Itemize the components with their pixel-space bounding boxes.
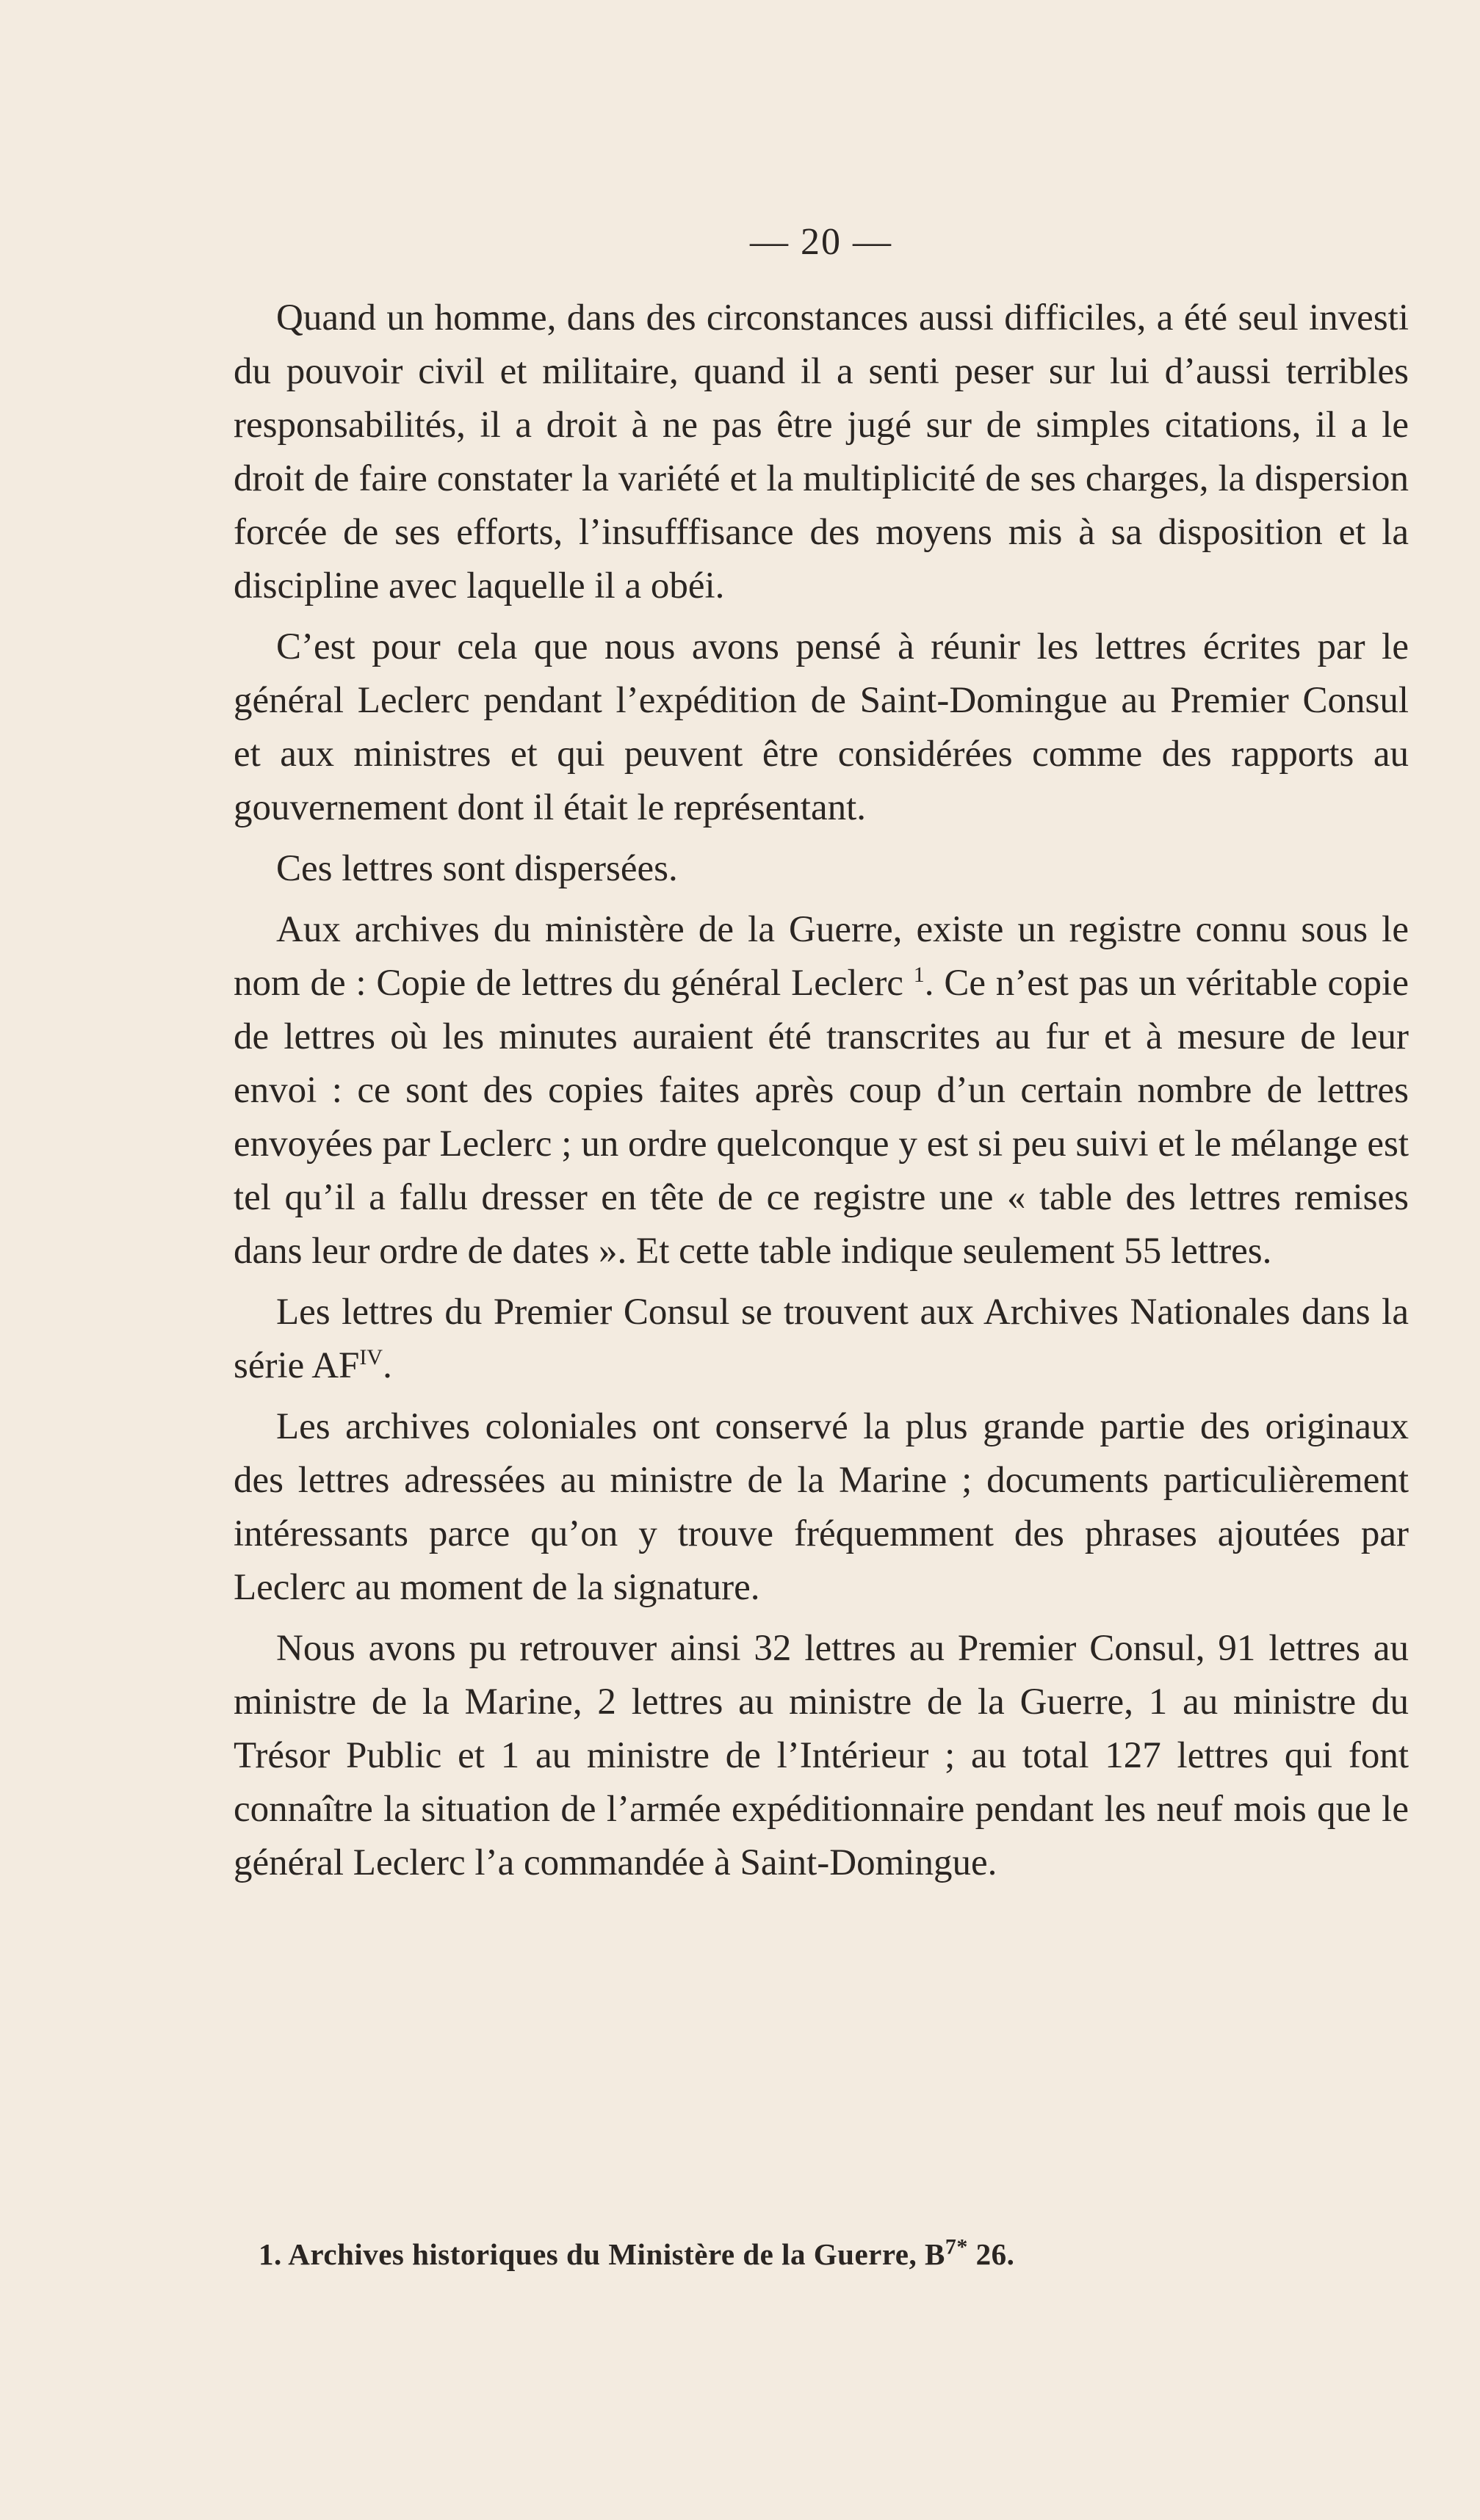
page-content [234,220,1409,1890]
body-text [234,292,1409,1890]
paragraph-1: Quand un homme, dans des circonstances aussi difficiles, a été seul investi du pouvoir civil et militaire, quand il a senti peser sur lui d’aussi terribles responsabilités, il a droit à ne pas être jugé sur de simples citations, il a le droit de faire constater la variété et la multiplicité de ses charges, la dispersion forcée de ses efforts, l’insufffisance des moyens mis à sa disposition et la discipline avec laquelle il a obéi. [234,297,1409,607]
page-number: — 20 — [750,221,892,263]
footnote-reference: 1 [913,963,925,987]
paragraph-4 [234,903,1409,1278]
paragraph-2: C’est pour cela que nous avons pensé à réunir les lettres écrites par le général Leclerc pendant l’expédition de Saint-Domingue au Premier Consul et aux ministres et qui peuvent être considérées comme des rapports au gouvernement dont il était le représentant. [234,626,1409,828]
paragraph-4-text-before: Aux archives du ministère de la Guerre, existe un registre connu sous le nom de : Copie de lettres du général Leclerc [234,909,1409,1004]
paragraph-7: Nous avons pu retrouver ainsi 32 lettres au Premier Consul, 91 lettres au ministre de la Marine, 2 lettres au ministre de la Guerre, 1 au ministre du Trésor Public et 1 au ministre de l’Intérieur ; au total 127 lettres qui font connaître la situation de l’armée expéditionnaire pendant les neuf mois que le général Leclerc l’a commandée à Saint-Domingue. [234,1628,1409,1883]
paragraph-5-text-before: Les lettres du Premier Consul se trouvent aux Archives Nationales dans la série AF [234,1292,1409,1386]
footnote-superscript: 7* [945,2234,968,2259]
paragraph-6: Les archives coloniales ont conservé la plus grande partie des originaux des lettres adressées au ministre de la Marine ; documents particulièrement intéressants parce qu’on y trouve fréquemment des phrases ajoutées par Leclerc au moment de la signature. [234,1406,1409,1608]
footnote-text-before: Archives historiques du Ministère de la Guerre, B [288,2237,945,2271]
footnote [259,2234,1015,2272]
footnote-text-after: 26. [967,2237,1015,2271]
footnote-number: 1. [259,2237,282,2271]
paragraph-5-text-after: . [383,1345,392,1386]
series-superscript: IV [359,1345,383,1369]
paragraph-3: Ces lettres sont dispersées. [276,848,678,889]
paragraph-5 [234,1286,1409,1393]
paragraph-4-text-after: . Ce n’est pas un véritable copie de lettres où les minutes auraient été transcrites au fur et à mesure de leur envoi : ce sont des copies faites après coup d’un certain nombre de lettres envoyées par Leclerc ; un ordre quelconque y est si peu suivi et le mélange est tel qu’il a fallu dresser en tête de ce registre une « table des lettres remises dans leur ordre de dates ». Et cette table indique seulement 55 lettres. [234,963,1409,1272]
